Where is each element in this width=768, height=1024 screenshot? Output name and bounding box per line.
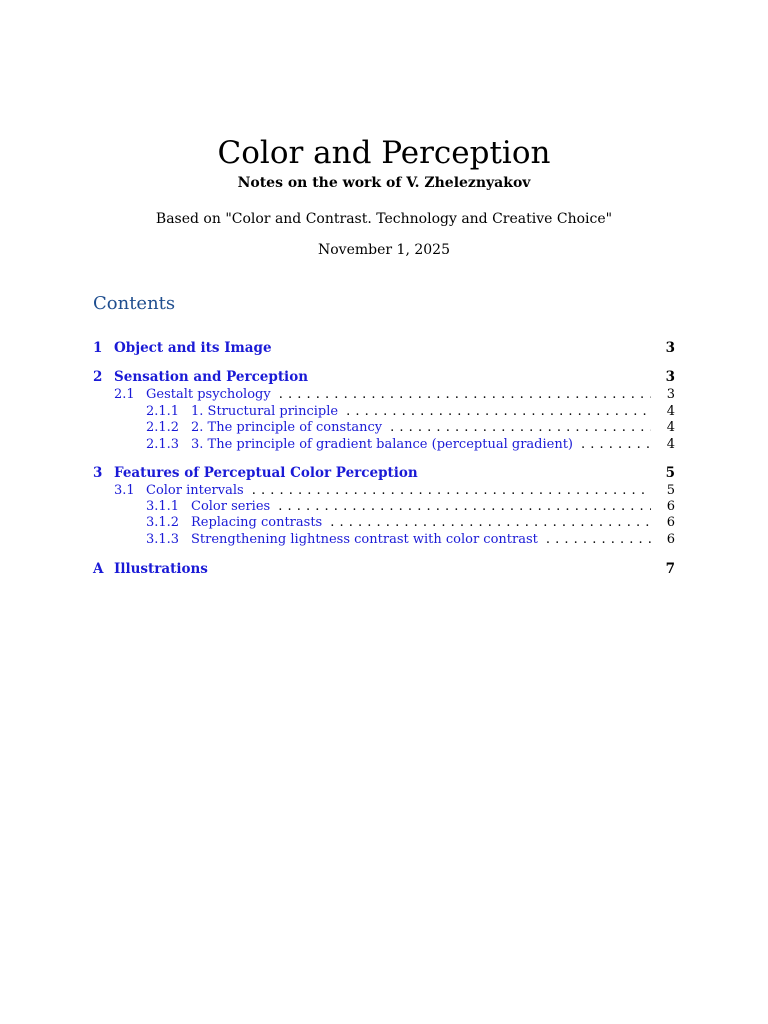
toc-entry-page: 5 (665, 465, 675, 481)
toc-entry-number: 2.1.1 (146, 404, 180, 419)
toc-entry-number: 3.1.1 (146, 499, 180, 514)
toc-entry-section-3-1[interactable] (114, 482, 675, 499)
toc-entry-number: 2.1.3 (146, 437, 180, 452)
toc-entry-label: Color intervals (146, 483, 244, 498)
toc-entry-page: 3 (665, 369, 675, 385)
toc-entry-section-3-1-3[interactable] (146, 531, 675, 548)
toc-entry-section-3[interactable] (93, 465, 675, 482)
toc-entry-number: 3.1 (114, 483, 135, 498)
document-source-note: Based on "Color and Contrast. Technology and Creative Choice" (155, 211, 613, 227)
toc-entry-number: 1 (93, 340, 103, 356)
toc-entry-number: 2.1.2 (146, 420, 180, 435)
document-subtitle: Notes on the work of V. Zheleznyakov (237, 175, 531, 191)
toc-leader-dots (390, 419, 651, 436)
toc-entry-label: 3. The principle of gradient balance (perceptual gradient) (191, 437, 573, 452)
toc-entry-number: 2.1 (114, 387, 135, 402)
document-date: November 1, 2025 (318, 242, 450, 258)
toc-leader-dots (278, 498, 651, 515)
contents-heading: Contents (93, 293, 176, 314)
toc-entry-label: 1. Structural principle (191, 404, 339, 419)
toc-leader-dots (581, 436, 651, 453)
toc-entry-label: Gestalt psychology (146, 387, 271, 402)
toc-entry-section-2-1-3[interactable] (146, 436, 675, 453)
toc-entry-label: Illustrations (114, 561, 208, 577)
toc-entry-label: Object and its Image (114, 340, 272, 356)
toc-entry-label: Replacing contrasts (191, 515, 323, 530)
toc-entry-appendix-a[interactable] (93, 561, 675, 578)
toc-entry-section-3-1-2[interactable] (146, 514, 675, 531)
toc-leader-dots (279, 386, 651, 403)
toc-entry-label: Features of Perceptual Color Perception (114, 465, 418, 481)
toc-entry-section-1[interactable] (93, 340, 675, 357)
toc-entry-page: 4 (666, 437, 675, 452)
toc-entry-label: Color series (191, 499, 271, 514)
toc-leader-dots (252, 482, 651, 499)
toc-leader-dots (346, 403, 651, 420)
toc-entry-section-2-1[interactable] (114, 386, 675, 403)
toc-entry-number: 3 (93, 465, 103, 481)
toc-entry-page: 7 (665, 561, 675, 577)
toc-entry-number: 3.1.3 (146, 532, 180, 547)
toc-entry-number: 2 (93, 369, 103, 385)
toc-entry-page: 3 (665, 340, 675, 356)
toc-entry-page: 6 (666, 515, 675, 530)
toc-entry-section-2-1-1[interactable] (146, 403, 675, 420)
toc-leader-dots (330, 514, 651, 531)
toc-entry-page: 6 (666, 499, 675, 514)
toc-entry-page: 5 (666, 483, 675, 498)
document-title: Color and Perception (217, 135, 551, 171)
toc-entry-section-3-1-1[interactable] (146, 498, 675, 515)
toc-entry-page: 4 (666, 420, 675, 435)
toc-entry-label: Sensation and Perception (114, 369, 309, 385)
toc-entry-page: 3 (666, 387, 675, 402)
toc-entry-section-2[interactable] (93, 369, 675, 386)
toc-entry-number: 3.1.2 (146, 515, 180, 530)
toc-entry-section-2-1-2[interactable] (146, 419, 675, 436)
toc-entry-number: A (93, 561, 104, 577)
toc-entry-page: 4 (666, 404, 675, 419)
toc-entry-label: 2. The principle of constancy (191, 420, 383, 435)
toc-entry-page: 6 (666, 532, 675, 547)
toc-entry-label: Strengthening lightness contrast with color contrast (191, 532, 538, 547)
toc-leader-dots (546, 531, 651, 548)
